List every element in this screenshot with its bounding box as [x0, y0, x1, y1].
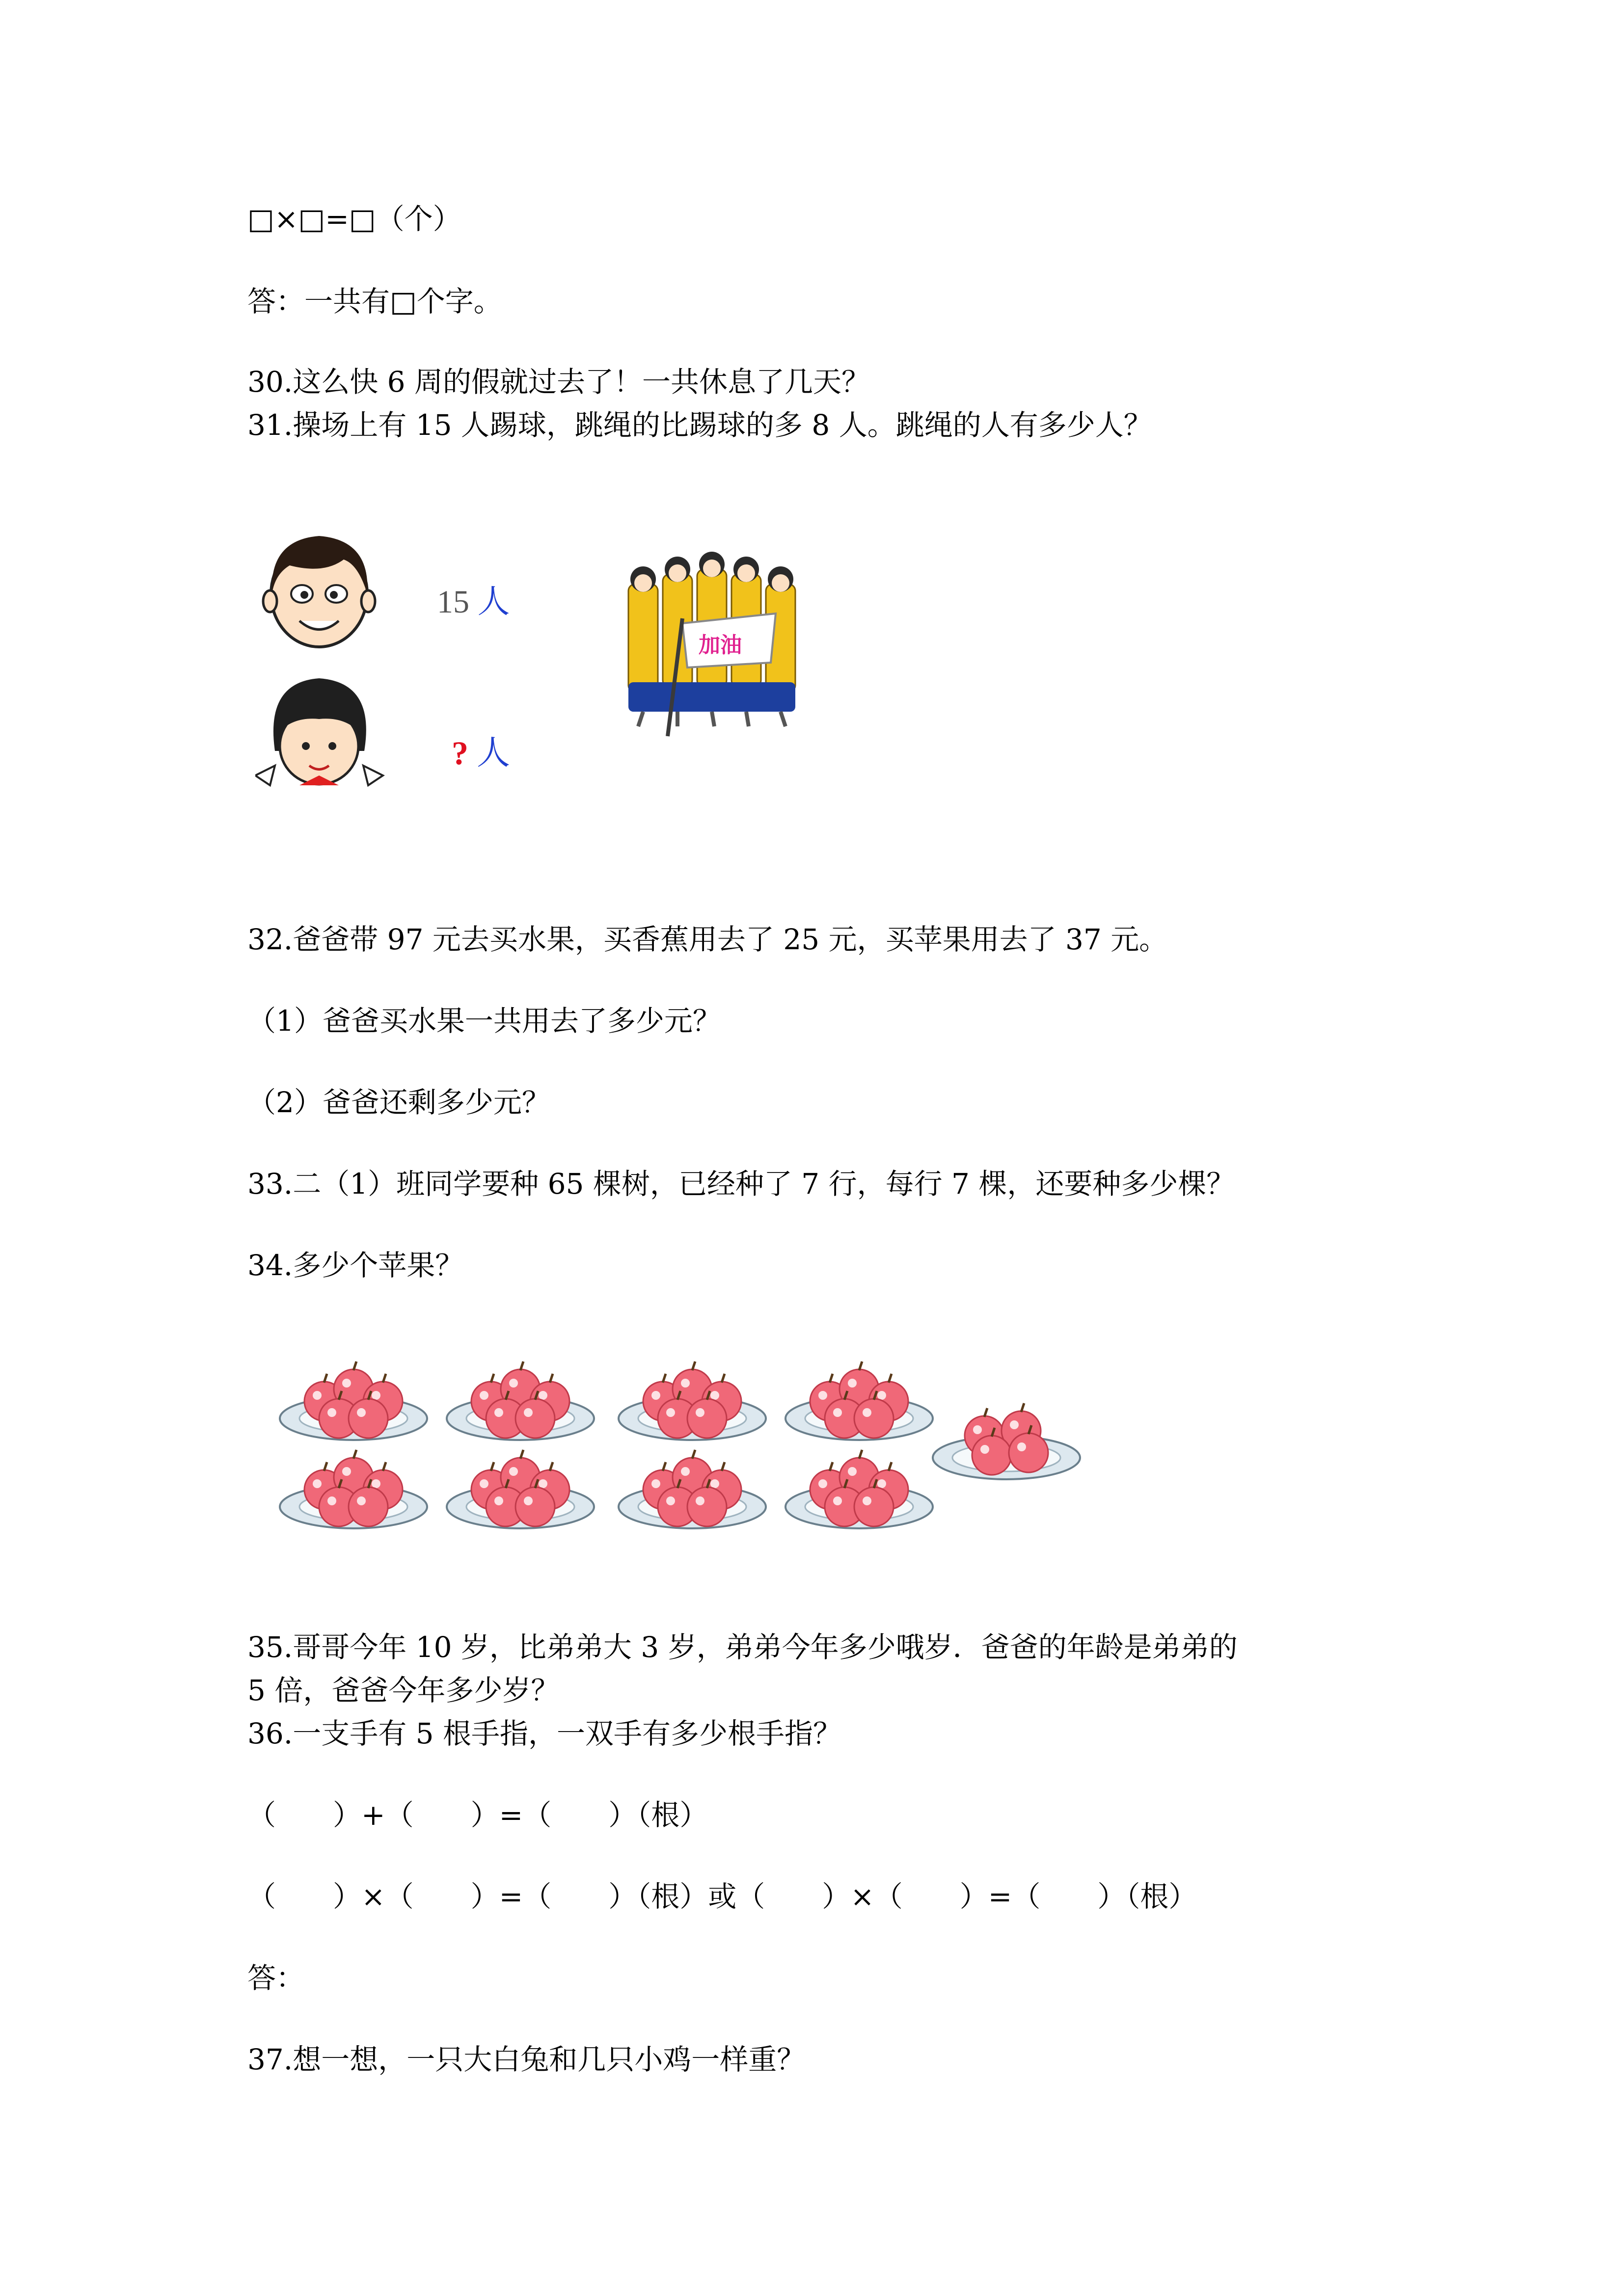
apple-highlight [327, 1408, 336, 1417]
question-30: 30.这么快 6 周的假就过去了！一共休息了几天？ [247, 365, 870, 399]
question-33: 33.二（1）班同学要种 65 棵树，已经种了 7 行，每行 7 棵，还要种多少棵？ [247, 1167, 1235, 1201]
apple-highlight [681, 1379, 690, 1388]
apple-plate [280, 1362, 427, 1440]
apple-highlight [980, 1445, 989, 1454]
apple-highlight [357, 1496, 366, 1505]
apple-highlight [1017, 1442, 1026, 1451]
apple-highlight [480, 1391, 488, 1400]
q31-illustration [255, 520, 835, 795]
apple-highlight [681, 1467, 690, 1476]
question-34: 34.多少个苹果？ [247, 1249, 464, 1282]
apple-highlight [696, 1496, 704, 1505]
apple-highlight [480, 1479, 488, 1488]
apple-plate [785, 1450, 933, 1528]
apple-highlight [313, 1479, 322, 1488]
apple-highlight [372, 1391, 380, 1400]
apple-highlight [973, 1425, 982, 1434]
apple-icon [515, 1399, 555, 1438]
apple-highlight [524, 1408, 533, 1417]
question-36-addition: （ ）+（ ）=（ ）（根） [247, 1798, 708, 1832]
question-37: 37.想一想，一只大白兔和几只小鸡一样重？ [247, 2043, 806, 2076]
apple-highlight [509, 1379, 518, 1388]
apple-highlight [818, 1479, 827, 1488]
apple-highlight [494, 1496, 503, 1505]
question-31-figure [255, 520, 835, 795]
apple-plate [785, 1362, 933, 1440]
apple-highlight [342, 1467, 351, 1476]
apple-highlight [863, 1496, 871, 1505]
boy-face-icon [263, 536, 375, 647]
boy-count-unit: 人 [477, 584, 510, 620]
apple-highlight [710, 1479, 719, 1488]
equation-line: □×□=□（个） [247, 202, 461, 236]
apple-highlight [818, 1391, 827, 1400]
girl-face-icon [255, 678, 383, 785]
apple-highlight [710, 1391, 719, 1400]
question-32-part-2: （2）爸爸还剩多少元？ [247, 1086, 550, 1119]
apple-icon [854, 1487, 893, 1526]
apple-highlight [863, 1408, 871, 1417]
question-32: 32.爸爸带 97 元去买水果，买香蕉用去了 25 元，买苹果用去了 37 元。 [247, 923, 1168, 956]
apple-highlight [494, 1408, 503, 1417]
question-32-part-1: （1）爸爸买水果一共用去了多少元？ [247, 1004, 721, 1038]
apple-highlight [539, 1479, 547, 1488]
apple-highlight [539, 1391, 547, 1400]
flag-text: 加油 [699, 633, 742, 657]
apple-highlight [666, 1496, 675, 1505]
girl-count-unit: 人 [477, 734, 511, 772]
apple-highlight [651, 1391, 660, 1400]
apple-highlight [877, 1479, 886, 1488]
question-35-line-2: 5 倍，爸爸今年多少岁？ [247, 1674, 560, 1707]
apple-icon [972, 1436, 1011, 1475]
apple-highlight [877, 1391, 886, 1400]
apple-highlight [848, 1467, 857, 1476]
apple-highlight [372, 1479, 380, 1488]
apple-plates-figure [275, 1345, 1090, 1551]
apple-icon [687, 1399, 727, 1438]
apple-icon [515, 1487, 555, 1526]
apple-plate [619, 1362, 766, 1440]
apple-highlight [666, 1408, 675, 1417]
apple-highlight [848, 1379, 857, 1388]
answer-line: 答：一共有□个字。 [247, 285, 502, 318]
apple-icon [854, 1399, 893, 1438]
question-mark-icon: ? [452, 734, 468, 772]
question-36-multiplication: （ ）×（ ）=（ ）（根）或（ ）×（ ）=（ ）（根） [247, 1880, 1197, 1913]
boy-count-number: 15 [437, 584, 469, 620]
apple-highlight [833, 1408, 842, 1417]
apple-highlight [327, 1496, 336, 1505]
apple-highlight [342, 1379, 351, 1388]
apple-highlight [696, 1408, 704, 1417]
question-31: 31.操场上有 15 人踢球，跳绳的比踢球的多 8 人。跳绳的人有多少人？ [247, 408, 1152, 442]
apple-plate [280, 1450, 427, 1528]
apple-highlight [357, 1408, 366, 1417]
apple-highlight [833, 1496, 842, 1505]
apple-highlight [651, 1479, 660, 1488]
apple-highlight [509, 1467, 518, 1476]
apple-plate [619, 1450, 766, 1528]
question-35-line-1: 35.哥哥今年 10 岁，比弟弟大 3 岁，弟弟今年多少哦岁．爸爸的年龄是弟弟的 [247, 1630, 1238, 1664]
apple-plate [933, 1403, 1080, 1479]
apple-highlight [313, 1391, 322, 1400]
apple-plates-svg [275, 1345, 1090, 1551]
apple-icon [1009, 1433, 1048, 1472]
apple-icon [687, 1487, 727, 1526]
apple-plate [447, 1362, 594, 1440]
apple-icon [349, 1487, 388, 1526]
question-36-answer: 答： [247, 1961, 305, 1995]
question-36: 36.一支手有 5 根手指，一双手有多少根手指？ [247, 1717, 842, 1750]
apple-highlight [524, 1496, 533, 1505]
apple-highlight [1010, 1420, 1019, 1429]
apple-plate [447, 1450, 594, 1528]
apple-icon [349, 1399, 388, 1438]
